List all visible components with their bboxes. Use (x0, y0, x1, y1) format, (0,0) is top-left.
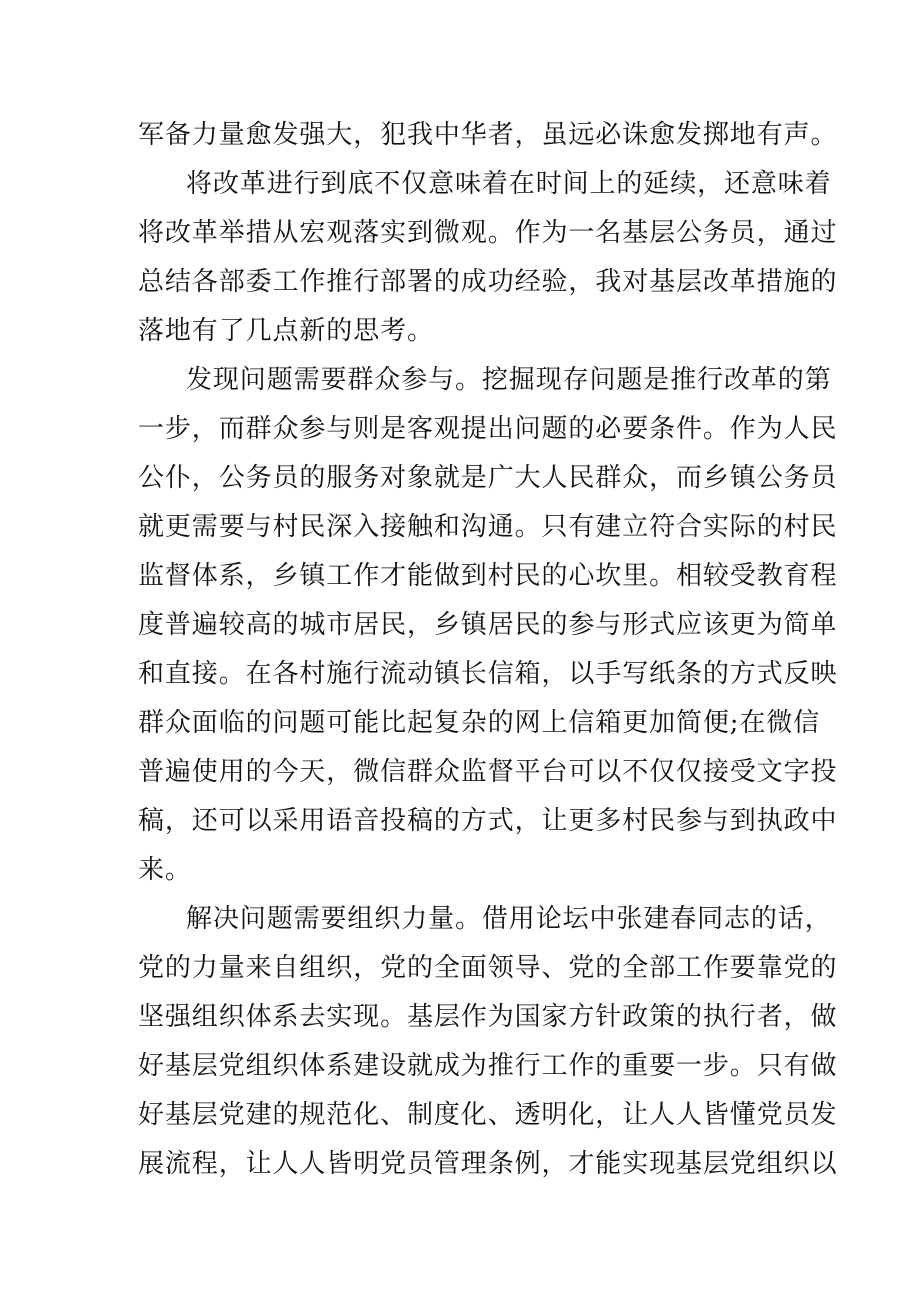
paragraph-line: 一步，而群众参与则是客观提出问题的必要条件。作为人民 (138, 414, 838, 444)
paragraph-line: 将改革举措从宏观落实到微观。作为一名基层公务员，通过 (138, 218, 838, 248)
paragraph-line: 发现问题需要群众参与。挖掘现存问题是推行改革的第 (186, 365, 832, 395)
paragraph-line: 稿，还可以采用语音投稿的方式，让更多村民参与到执政中 (138, 806, 838, 836)
paragraph-line: 度普遍较高的城市居民，乡镇居民的参与形式应该更为简单 (138, 610, 838, 640)
paragraph-line: 将改革进行到底不仅意味着在时间上的延续，还意味着 (186, 169, 832, 199)
paragraph-line: 和直接。在各村施行流动镇长信箱，以手写纸条的方式反映 (138, 659, 838, 689)
paragraph-line: 来。 (138, 855, 192, 885)
paragraph-line: 公仆，公务员的服务对象就是广大人民群众，而乡镇公务员 (138, 463, 838, 493)
paragraph-line: 展流程，让人人皆明党员管理条例，才能实现基层党组织以 (138, 1149, 838, 1179)
paragraph-line: 群众面临的问题可能比起复杂的网上信箱更加简便;在微信 (138, 708, 821, 738)
paragraph-line: 就更需要与村民深入接触和沟通。只有建立符合实际的村民 (138, 512, 838, 542)
paragraph-line: 落地有了几点新的思考。 (138, 316, 434, 346)
paragraph-line: 好基层党组织体系建设就成为推行工作的重要一步。只有做 (138, 1051, 838, 1081)
paragraph-line: 好基层党建的规范化、制度化、透明化，让人人皆懂党员发 (138, 1100, 838, 1130)
paragraph-line: 军备力量愈发强大，犯我中华者，虽远必诛愈发掷地有声。 (138, 120, 838, 150)
paragraph-line: 解决问题需要组织力量。借用论坛中张建春同志的话， (186, 904, 832, 934)
paragraph-line: 坚强组织体系去实现。基层作为国家方针政策的执行者，做 (138, 1002, 838, 1032)
paragraph-line: 总结各部委工作推行部署的成功经验，我对基层改革措施的 (138, 267, 838, 297)
paragraph-line: 党的力量来自组织，党的全面领导、党的全部工作要靠党的 (138, 953, 838, 983)
text-column (138, 0, 838, 1302)
paragraph-line: 监督体系，乡镇工作才能做到村民的心坎里。相较受教育程 (138, 561, 838, 591)
paragraph-line: 普遍使用的今天，微信群众监督平台可以不仅仅接受文字投 (138, 757, 838, 787)
